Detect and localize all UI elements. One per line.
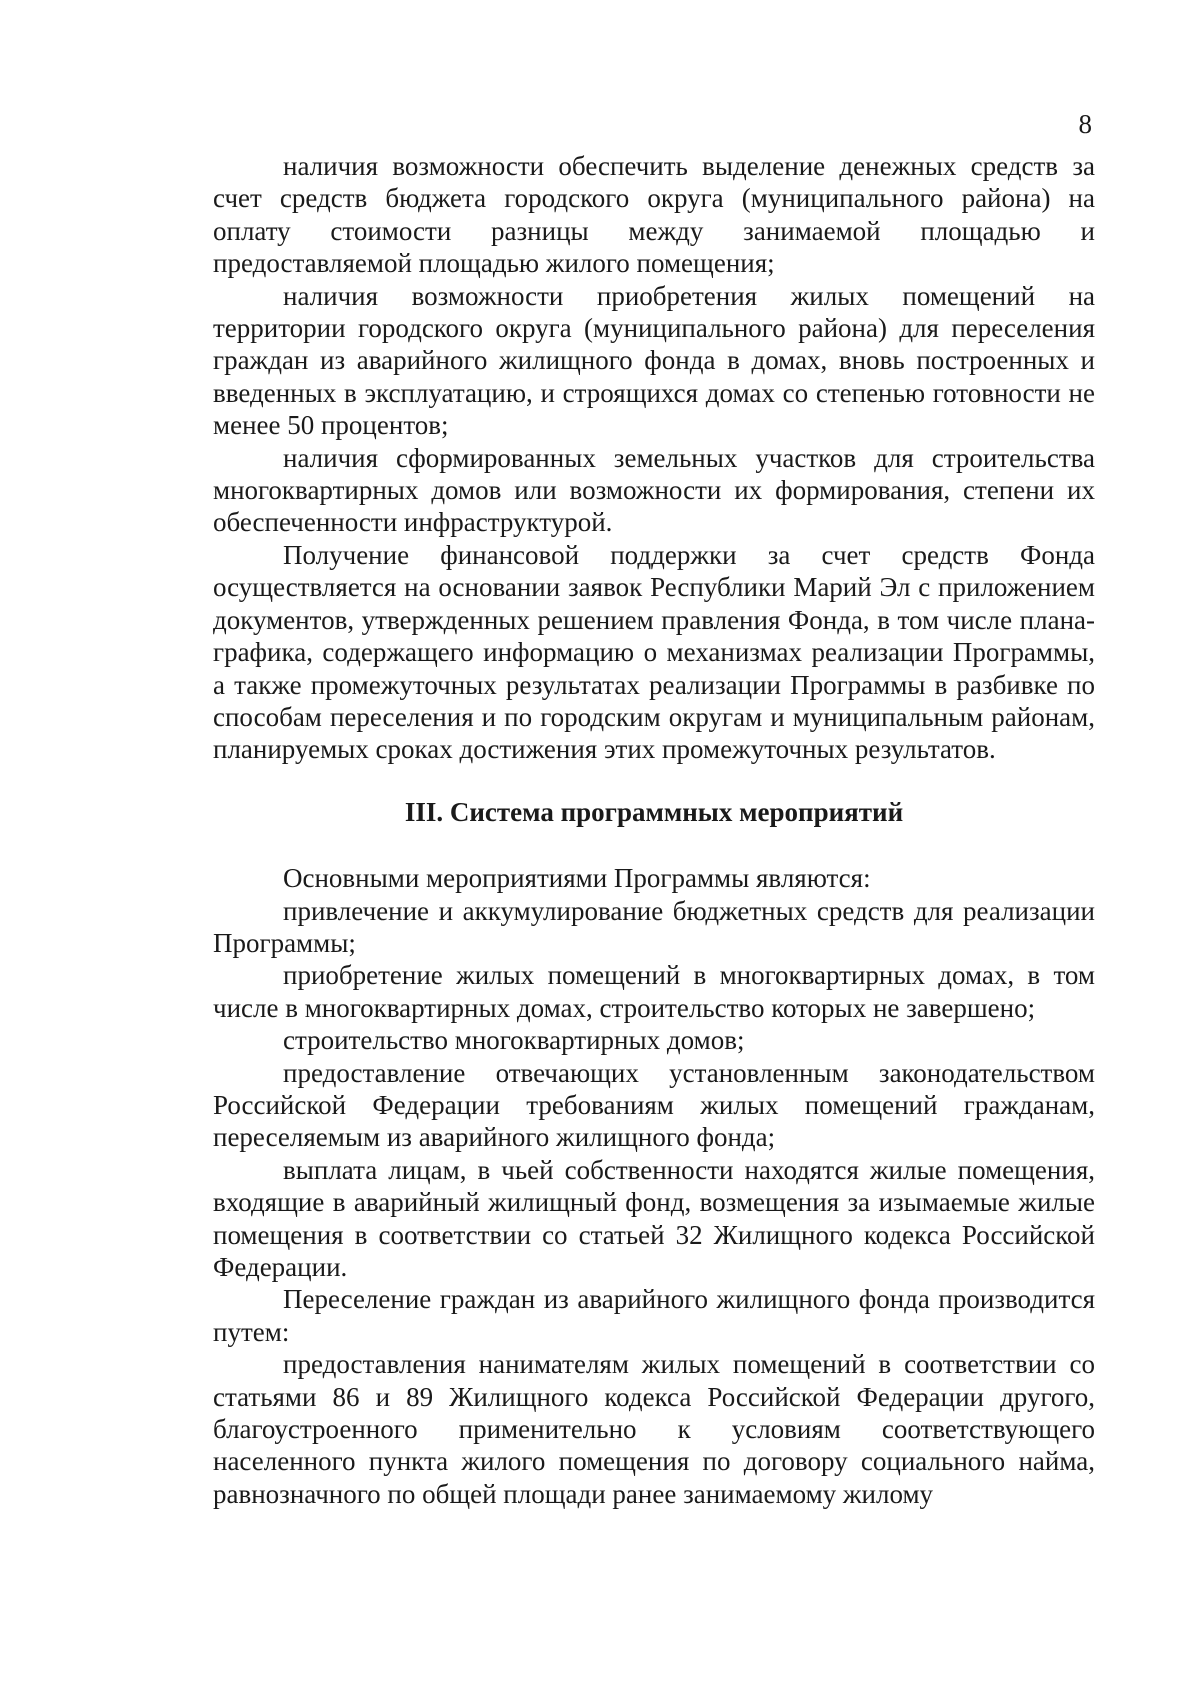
document-body bbox=[213, 150, 1095, 1510]
paragraph-budget-funds: привлечение и аккумулирование бюджетных средств для реализации Программы; bbox=[213, 895, 1095, 958]
paragraph-compensation: выплата лицам, в чьей собственности находятся жилые помещения, входящие в аварийный жилищный фонд, возмещения за изымаемые жилые помещения в соответствии со статьей 32 Жилищного кодекса Российской Федерации. bbox=[213, 1154, 1095, 1282]
paragraph-resettlement-method: Переселение граждан из аварийного жилищного фонда производится путем: bbox=[213, 1284, 1095, 1347]
paragraph-tenant-provision: предоставления нанимателям жилых помещений в соответствии со статьями 86 и 89 Жилищного кодекса Российской Федерации другого, благоустроенного применительно к условиям соответствующего населенного пункта жилого помещения по договору социального найма, равнозначного по общей площади ранее занимаемому жилому bbox=[213, 1349, 1095, 1509]
page-number: 8 bbox=[1078, 109, 1092, 139]
paragraph-financing-capability: наличия возможности обеспечить выделение денежных средств за счет средств бюджета городского округа (муниципального района) на оплату стоимости разницы между занимаемой площадью и предоставляемой площадью жилого помещения; bbox=[213, 151, 1095, 279]
paragraph-construction: строительство многоквартирных домов; bbox=[283, 1025, 745, 1056]
paragraph-housing-provision: предоставление отвечающих установленным законодательством Российской Федерации требованиям жилых помещений гражданам, переселяемым из аварийного жилищного фонда; bbox=[213, 1057, 1095, 1153]
paragraph-fund-support: Получение финансовой поддержки за счет средств Фонда осуществляется на основании заявок Республики Марий Эл с приложением документов, утвержденных решением правления Фонда, в том числе плана-графика, содержащего информацию о механизмах реализации Программы, а также промежуточных результатах реализации Программы в разбивке по способам переселения и по городским округам и муниципальным районам, планируемых сроках достижения этих промежуточных результатов. bbox=[213, 539, 1095, 765]
paragraph-housing-acquisition-capability: наличия возможности приобретения жилых помещений на территории городского округа (муниципального района) для переселения граждан из аварийного жилищного фонда в домах, вновь построенных и введенных в эксплуатацию, и строящихся домах со степенью готовности не менее 50 процентов; bbox=[213, 280, 1095, 441]
paragraph-apartment-acquisition: приобретение жилых помещений в многоквартирных домах, в том числе в многоквартирных домах, строительство которых не завершено; bbox=[213, 960, 1095, 1023]
paragraph-land-plots: наличия сформированных земельных участков для строительства многоквартирных домов или возможности их формирования, степени их обеспеченности инфраструктурой. bbox=[213, 442, 1095, 538]
section-heading: III. Система программных мероприятий bbox=[404, 796, 904, 827]
paragraph-main-activities: Основными мероприятиями Программы являются: bbox=[283, 863, 871, 894]
